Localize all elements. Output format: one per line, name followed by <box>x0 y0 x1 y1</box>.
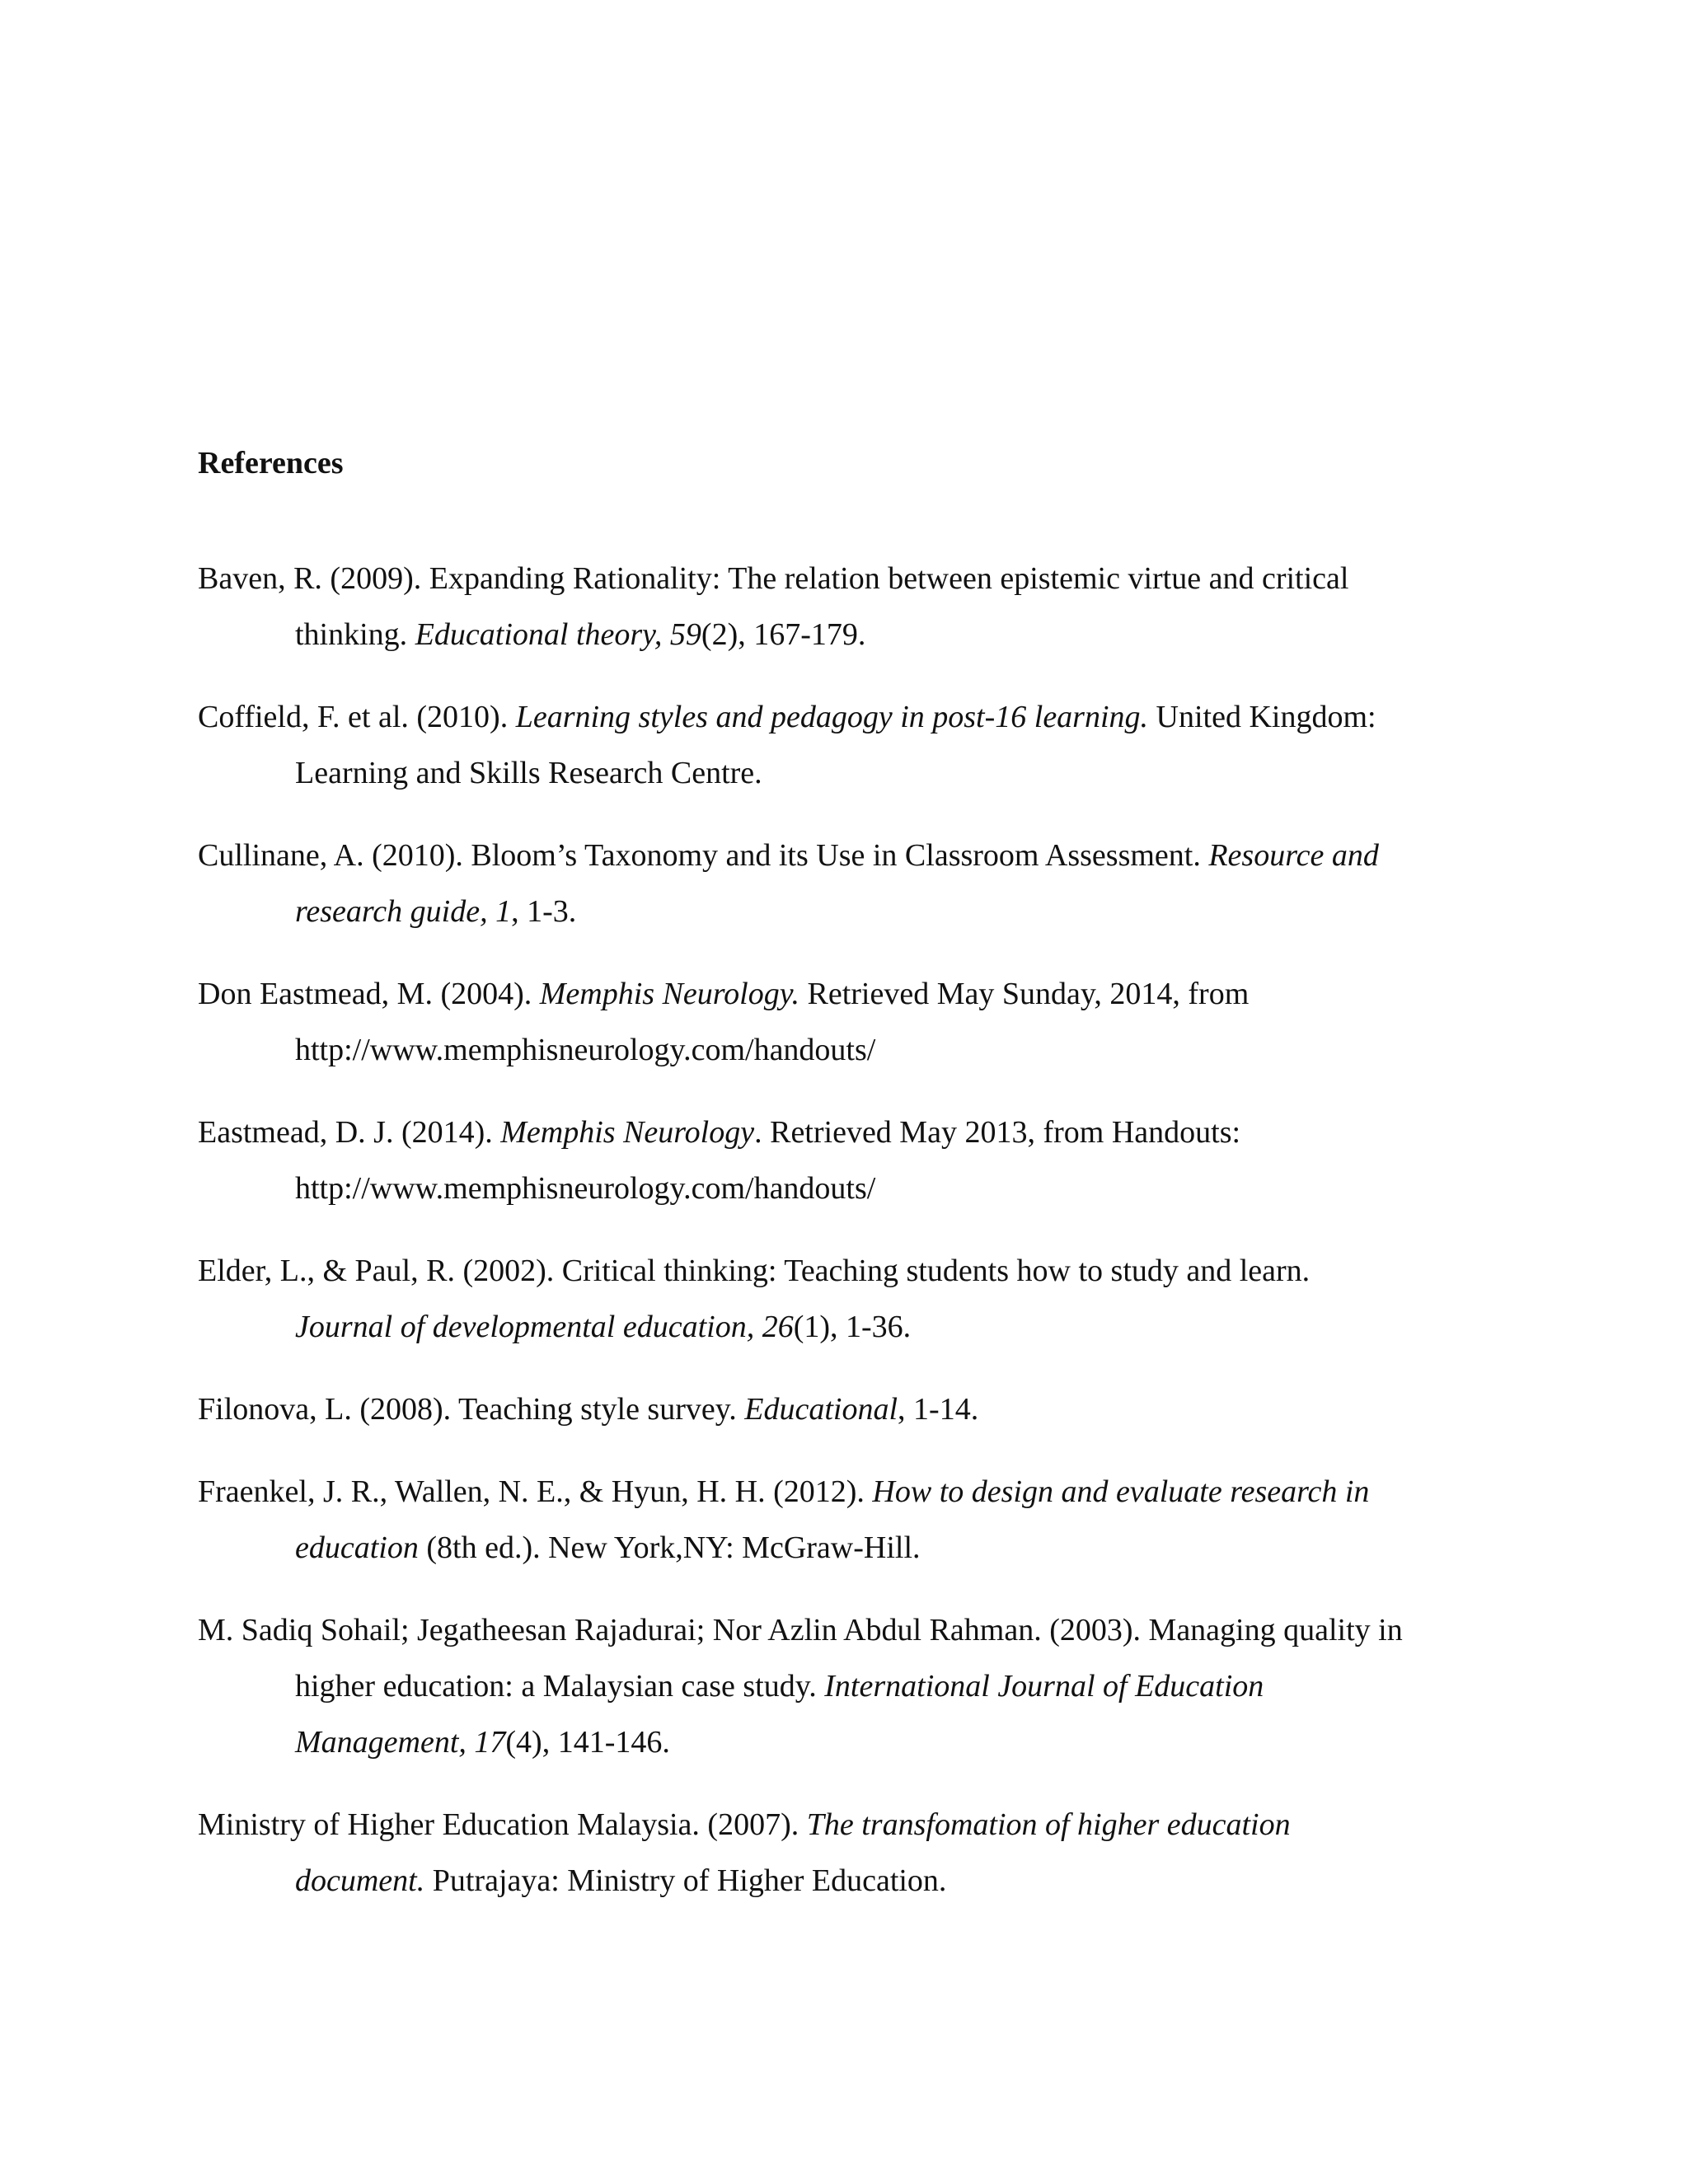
reference-text: Learning styles and pedagogy in post-16 learning. <box>515 700 1149 734</box>
reference-continuation-line <box>295 745 1500 801</box>
reference-entry <box>198 966 1500 1078</box>
reference-entry <box>198 1464 1500 1576</box>
reference-text: thinking. <box>295 617 415 652</box>
reference-text: (1), 1-36. <box>793 1310 912 1344</box>
reference-text: M. Sadiq Sohail; Jegatheesan Rajadurai; Nor Azlin Abdul Rahman. (2003). Managing quality in <box>198 1613 1403 1647</box>
reference-text: Cullinane, A. (2010). Bloom’s Taxonomy and its Use in Classroom Assessment. <box>198 838 1209 873</box>
reference-text: Retrieved May Sunday, 2014, from <box>799 977 1250 1011</box>
reference-text: (8th ed.). New York,NY: McGraw-Hill. <box>418 1530 921 1565</box>
reference-text: Learning and Skills Research Centre. <box>295 756 762 790</box>
reference-text: Elder, L., & Paul, R. (2002). Critical thinking: Teaching students how to study and learn. <box>198 1254 1311 1288</box>
reference-text: Don Eastmead, M. (2004). <box>198 977 540 1011</box>
reference-text: International Journal of Education <box>824 1669 1264 1704</box>
reference-text: http://www.memphisneurology.com/handouts/ <box>295 1171 876 1206</box>
reference-text: . Retrieved May 2013, from Handouts: <box>754 1115 1241 1150</box>
reference-text: Educational <box>744 1392 898 1427</box>
reference-entry <box>198 1381 1500 1437</box>
reference-continuation-line <box>295 1299 1500 1355</box>
reference-continuation-line <box>295 1853 1500 1909</box>
reference-continuation-line <box>295 1160 1500 1216</box>
reference-continuation-line <box>295 1520 1500 1576</box>
reference-text: (4), 141-146. <box>505 1725 670 1760</box>
reference-entry <box>198 1243 1500 1355</box>
reference-text: Management, 17 <box>295 1725 506 1760</box>
reference-continuation-line <box>295 1022 1500 1078</box>
reference-text: Memphis Neurology. <box>539 977 799 1011</box>
reference-text: education <box>295 1530 419 1565</box>
reference-entry <box>198 1602 1500 1770</box>
reference-text: How to design and evaluate research in <box>872 1474 1370 1509</box>
reference-text: Filonova, L. (2008). Teaching style survey. <box>198 1392 745 1427</box>
reference-text: Resource and <box>1208 838 1379 873</box>
reference-text: , 1-14. <box>898 1392 979 1427</box>
reference-text: http://www.memphisneurology.com/handouts/ <box>295 1033 876 1067</box>
reference-text: Eastmead, D. J. (2014). <box>198 1115 501 1150</box>
references-heading: References <box>198 446 344 480</box>
reference-text: research guide, 1 <box>295 894 512 929</box>
reference-text: (2), 167-179. <box>701 617 866 652</box>
reference-text: Ministry of Higher Education Malaysia. (2007). <box>198 1807 807 1842</box>
reference-text: United Kingdom: <box>1148 700 1376 734</box>
reference-text: Coffield, F. et al. (2010). <box>198 700 516 734</box>
reference-entry <box>198 551 1500 663</box>
reference-list <box>198 551 1500 1935</box>
reference-entry <box>198 1104 1500 1216</box>
reference-text: Putrajaya: Ministry of Higher Education. <box>424 1863 947 1898</box>
reference-text: , 1-3. <box>511 894 577 929</box>
reference-text: Educational theory, 59 <box>415 617 701 652</box>
reference-continuation-line <box>295 607 1500 663</box>
reference-text: The transfomation of higher education <box>806 1807 1291 1842</box>
reference-text: higher education: a Malaysian case study. <box>295 1669 825 1704</box>
reference-continuation-line <box>295 1658 1500 1714</box>
reference-continuation-line <box>295 883 1500 940</box>
reference-text: Baven, R. (2009). Expanding Rationality: The relation between epistemic virtue and critical <box>198 561 1349 596</box>
reference-text: Journal of developmental education, 26 <box>295 1310 794 1344</box>
reference-continuation-line <box>295 1714 1500 1770</box>
reference-entry <box>198 827 1500 940</box>
reference-text: Fraenkel, J. R., Wallen, N. E., & Hyun, H. H. (2012). <box>198 1474 873 1509</box>
reference-text: Memphis Neurology <box>500 1115 755 1150</box>
reference-entry <box>198 689 1500 801</box>
reference-entry <box>198 1797 1500 1909</box>
reference-text: document. <box>295 1863 425 1898</box>
